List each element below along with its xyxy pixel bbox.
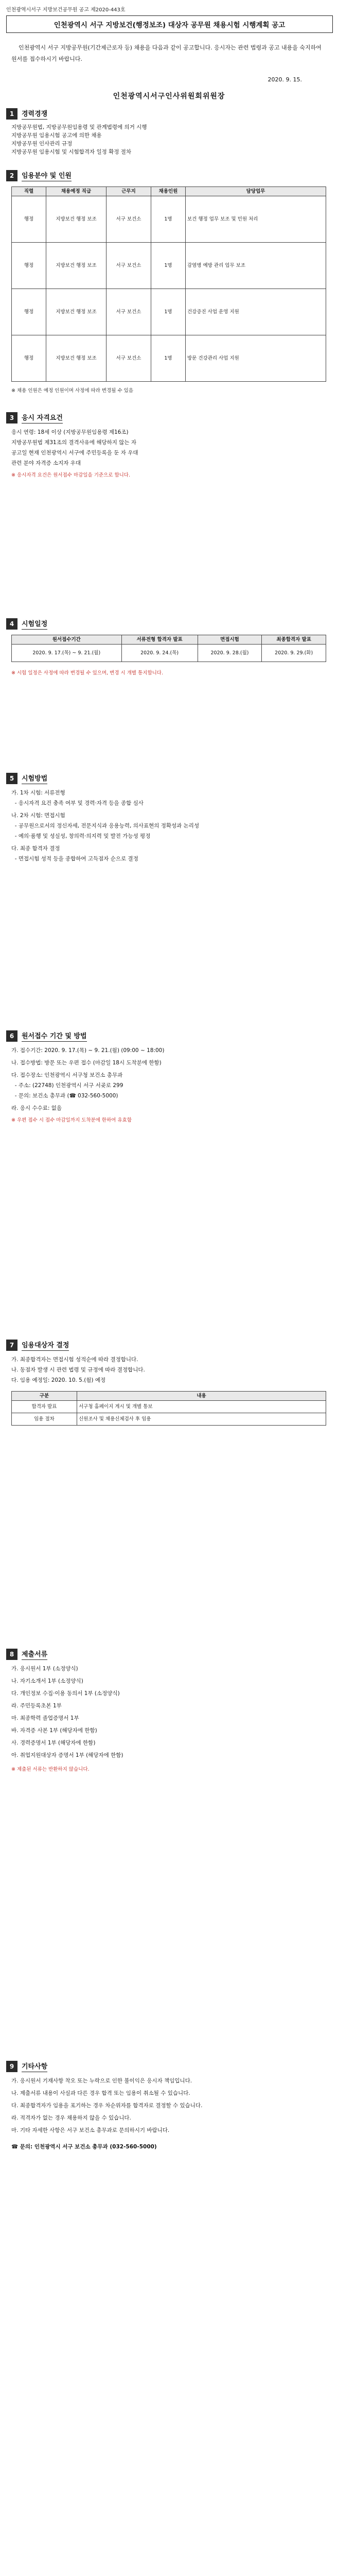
table-header: 직렬 <box>12 187 46 196</box>
table-row <box>12 1401 326 1413</box>
section-number: 9 <box>6 2061 17 2072</box>
section-label: 시험방법 <box>22 773 47 784</box>
appointment-table <box>11 1391 326 1426</box>
table-cell: 감염병 예방 관리 업무 보조 <box>186 243 326 289</box>
s9-item: 마. 기타 자세한 사항은 서구 보건소 총무과로 문의하시기 바랍니다. <box>11 2127 170 2133</box>
section-number: 4 <box>6 618 17 630</box>
s8-item: 나. 자기소개서 1부 (소정양식) <box>11 1678 83 1684</box>
table-header: 구분 <box>12 1392 77 1401</box>
table-header: 내용 <box>77 1392 326 1401</box>
s1-item: 지방공무원법, 지방공무원임용령 및 관계법령에 의거 시행 <box>11 124 147 130</box>
table-cell: 지방보건 행정 보조 <box>46 243 106 289</box>
table-header: 담당업무 <box>186 187 326 196</box>
table-cell: 1명 <box>151 289 186 335</box>
table-cell: 1명 <box>151 196 186 243</box>
table-row <box>12 335 326 382</box>
section-number: 5 <box>6 773 17 784</box>
schedule-note: ※ 시험 일정은 사정에 따라 변경될 수 있으며, 변경 시 개별 통지합니다. <box>11 670 163 676</box>
s8-item: 가. 응시원서 1부 (소정양식) <box>11 1666 78 1672</box>
s9-item: 가. 응시원서 기재사항 착오 또는 누락으로 인한 불이익은 응시자 책임입니다. <box>11 2078 192 2084</box>
schedule-table <box>11 635 326 662</box>
s5-item: 나. 2차 시험: 면접시험 <box>11 812 65 819</box>
table-cell: 1명 <box>151 335 186 382</box>
section-label: 기타사항 <box>22 2061 47 2072</box>
table-cell: 서구청 홈페이지 게시 및 개별 통보 <box>77 1401 326 1413</box>
section-1-heading <box>6 108 109 120</box>
section-number: 6 <box>6 1030 17 1042</box>
s5-item: - 예의·품행 및 성실성, 창의력·의지력 및 발전 가능성 평정 <box>11 833 151 839</box>
section-6-heading <box>6 1030 109 1042</box>
notice-date: 2020. 9. 15. <box>268 76 302 83</box>
s5-item: 다. 최종 합격자 결정 <box>11 845 60 852</box>
table-row <box>12 289 326 335</box>
section-number: 7 <box>6 1340 17 1351</box>
table-cell: 2020. 9. 28.(월) <box>198 645 262 662</box>
table-cell: 지방보건 행정 보조 <box>46 335 106 382</box>
s8-item: 바. 자격증 사본 1부 (해당자에 한함) <box>11 1727 97 1734</box>
s7-item: 다. 임용 예정일: 2020. 10. 5.(월) 예정 <box>11 1377 106 1383</box>
section-number: 8 <box>6 1649 17 1660</box>
table-cell: 보건 행정 업무 보조 및 민원 처리 <box>186 196 326 243</box>
recruitment-table <box>11 187 326 382</box>
issuer-name: 인천광역시서구인사위원회위원장 <box>113 92 225 100</box>
s9-item: 라. 적격자가 없는 경우 채용하지 않을 수 있습니다. <box>11 2115 131 2121</box>
table-header: 원서접수기간 <box>12 635 122 645</box>
s5-item: - 면접시험 성적 등을 종합하여 고득점자 순으로 결정 <box>11 856 138 862</box>
table-cell: 지방보건 행정 보조 <box>46 289 106 335</box>
s6-item: - 문의: 보건소 총무과 (☎ 032-560-5000) <box>11 1093 118 1099</box>
s7-item: 가. 최종합격자는 면접시험 성적순에 따라 결정합니다. <box>11 1357 138 1363</box>
s8-item: 다. 개인정보 수집·이용 동의서 1부 (소정양식) <box>11 1690 120 1697</box>
table-cell: 서구 보건소 <box>106 289 151 335</box>
table-cell: 합격자 발표 <box>12 1401 77 1413</box>
table-cell: 서구 보건소 <box>106 335 151 382</box>
s1-item: 지방공무원 임용시험 공고에 의한 채용 <box>11 132 102 139</box>
section-label: 응시 자격요건 <box>22 412 63 423</box>
table-cell: 방문 건강관리 사업 지원 <box>186 335 326 382</box>
notice-number: 인천광역시서구 지방보건공무원 공고 제2020-443호 <box>6 7 126 13</box>
table-cell: 임용 절차 <box>12 1413 77 1426</box>
table-cell: 행정 <box>12 335 46 382</box>
section-label: 임용대상자 결정 <box>22 1340 69 1351</box>
table-header: 면접시험 <box>198 635 262 645</box>
table-cell: 지방보건 행정 보조 <box>46 196 106 243</box>
s6-item: 라. 응시 수수료: 없음 <box>11 1105 62 1111</box>
s8-item: 라. 주민등록초본 1부 <box>11 1703 62 1709</box>
section-9-heading <box>6 2061 109 2072</box>
s3-item: 공고일 현재 인천광역시 서구에 주민등록을 둔 자 우대 <box>11 450 138 456</box>
table-header: 서류전형 합격자 발표 <box>121 635 198 645</box>
table-cell: 2020. 9. 17.(목) ~ 9. 21.(월) <box>12 645 122 662</box>
table-cell: 서구 보건소 <box>106 196 151 243</box>
s9-item: 다. 최종합격자가 임용을 포기하는 경우 차순위자를 합격자로 결정할 수 있습니다. <box>11 2103 203 2109</box>
s9-item: 나. 제출서류 내용이 사실과 다른 경우 합격 또는 임용이 취소될 수 있습니다. <box>11 2090 190 2096</box>
table-header: 최종합격자 발표 <box>262 635 326 645</box>
s5-item: - 응시자격 요건 충족 여부 및 경력·자격 등을 종합 심사 <box>11 800 144 806</box>
s3-item: 지방공무원법 제31조의 결격사유에 해당하지 않는 자 <box>11 439 137 446</box>
table-header: 채용예정 직급 <box>46 187 106 196</box>
table-cell: 건강증진 사업 운영 지원 <box>186 289 326 335</box>
table-cell: 서구 보건소 <box>106 243 151 289</box>
s6-item: 가. 접수기간: 2020. 9. 17.(목) ~ 9. 21.(월) (09:00 ~ 18:00) <box>11 1047 165 1054</box>
section-8-heading <box>6 1649 109 1660</box>
table-note: ※ 채용 인원은 예정 인원이며 사정에 따라 변경될 수 있음 <box>11 388 134 394</box>
s6-item: 나. 접수방법: 방문 또는 우편 접수 (마감일 18시 도착분에 한함) <box>11 1060 162 1066</box>
table-cell: 행정 <box>12 196 46 243</box>
section-5-heading <box>6 773 109 784</box>
s3-item: 관련 분야 자격증 소지자 우대 <box>11 460 81 466</box>
s3-item: 응시 연령: 18세 이상 (지방공무원임용령 제16조) <box>11 429 129 435</box>
table-cell: 신원조사 및 채용신체검사 후 임용 <box>77 1413 326 1426</box>
contact-line: ☎ 문의: 인천광역시 서구 보건소 총무과 (032-560-5000) <box>11 2144 157 2150</box>
s8-note: ※ 제출된 서류는 반환하지 않습니다. <box>11 1767 90 1772</box>
section-3-heading <box>6 412 109 423</box>
section-number: 3 <box>6 412 17 423</box>
s5-item: - 공무원으로서의 정신자세, 전문지식과 응용능력, 의사표현의 정확성과 논리성 <box>11 823 200 829</box>
section-4-heading <box>6 618 109 630</box>
table-header: 채용인원 <box>151 187 186 196</box>
s5-item: 가. 1차 시험: 서류전형 <box>11 790 65 796</box>
s7-item: 나. 동점자 발생 시 관련 법령 및 규정에 따라 결정합니다. <box>11 1367 145 1373</box>
table-cell: 행정 <box>12 243 46 289</box>
s3-note: ※ 응시자격 요건은 원서접수 마감일을 기준으로 합니다. <box>11 472 130 478</box>
s6-item: 다. 접수장소: 인천광역시 서구청 보건소 총무과 <box>11 1072 123 1078</box>
section-number: 2 <box>6 170 17 181</box>
section-label: 제출서류 <box>22 1649 47 1660</box>
table-row <box>12 243 326 289</box>
section-2-heading <box>6 170 109 181</box>
section-label: 시험일정 <box>22 618 47 630</box>
notice-title: 인천광역시 서구 지방보건(행정보조) 대상자 공무원 채용시험 시행계획 공고 <box>6 15 333 33</box>
table-cell: 2020. 9. 24.(목) <box>121 645 198 662</box>
s1-item: 지방공무원 인사관리 규정 <box>11 141 73 147</box>
intro-text: 인천광역시 서구 지방공무원(기간제근로자 등) 채용을 다음과 같이 공고합니다. 응시자는 관련 법령과 공고 내용을 숙지하여 원서를 접수하시기 바랍니다. <box>11 44 322 62</box>
table-cell: 행정 <box>12 289 46 335</box>
s8-item: 사. 경력증명서 1부 (해당자에 한함) <box>11 1740 96 1746</box>
table-row <box>12 1413 326 1426</box>
section-label: 경력경쟁 <box>22 108 47 120</box>
s6-item: - 주소: (22748) 인천광역시 서구 서곶로 299 <box>11 1082 123 1089</box>
table-row <box>12 196 326 243</box>
table-header: 근무지 <box>106 187 151 196</box>
section-label: 원서접수 기간 및 방법 <box>22 1030 87 1042</box>
s6-note: ※ 우편 접수 시 접수 마감일까지 도착분에 한하여 유효함 <box>11 1117 132 1123</box>
section-7-heading <box>6 1340 109 1351</box>
table-cell: 1명 <box>151 243 186 289</box>
s1-item: 지방공무원 임용시험 및 시험합격자 일정 확정 절차 <box>11 149 132 155</box>
section-label: 임용분야 및 인원 <box>22 170 72 181</box>
table-cell: 2020. 9. 29.(화) <box>262 645 326 662</box>
s8-item: 마. 최종학력 졸업증명서 1부 <box>11 1715 79 1721</box>
section-number: 1 <box>6 108 17 120</box>
s8-item: 아. 취업지원대상자 증명서 1부 (해당자에 한함) <box>11 1752 123 1758</box>
table-row <box>12 645 326 662</box>
